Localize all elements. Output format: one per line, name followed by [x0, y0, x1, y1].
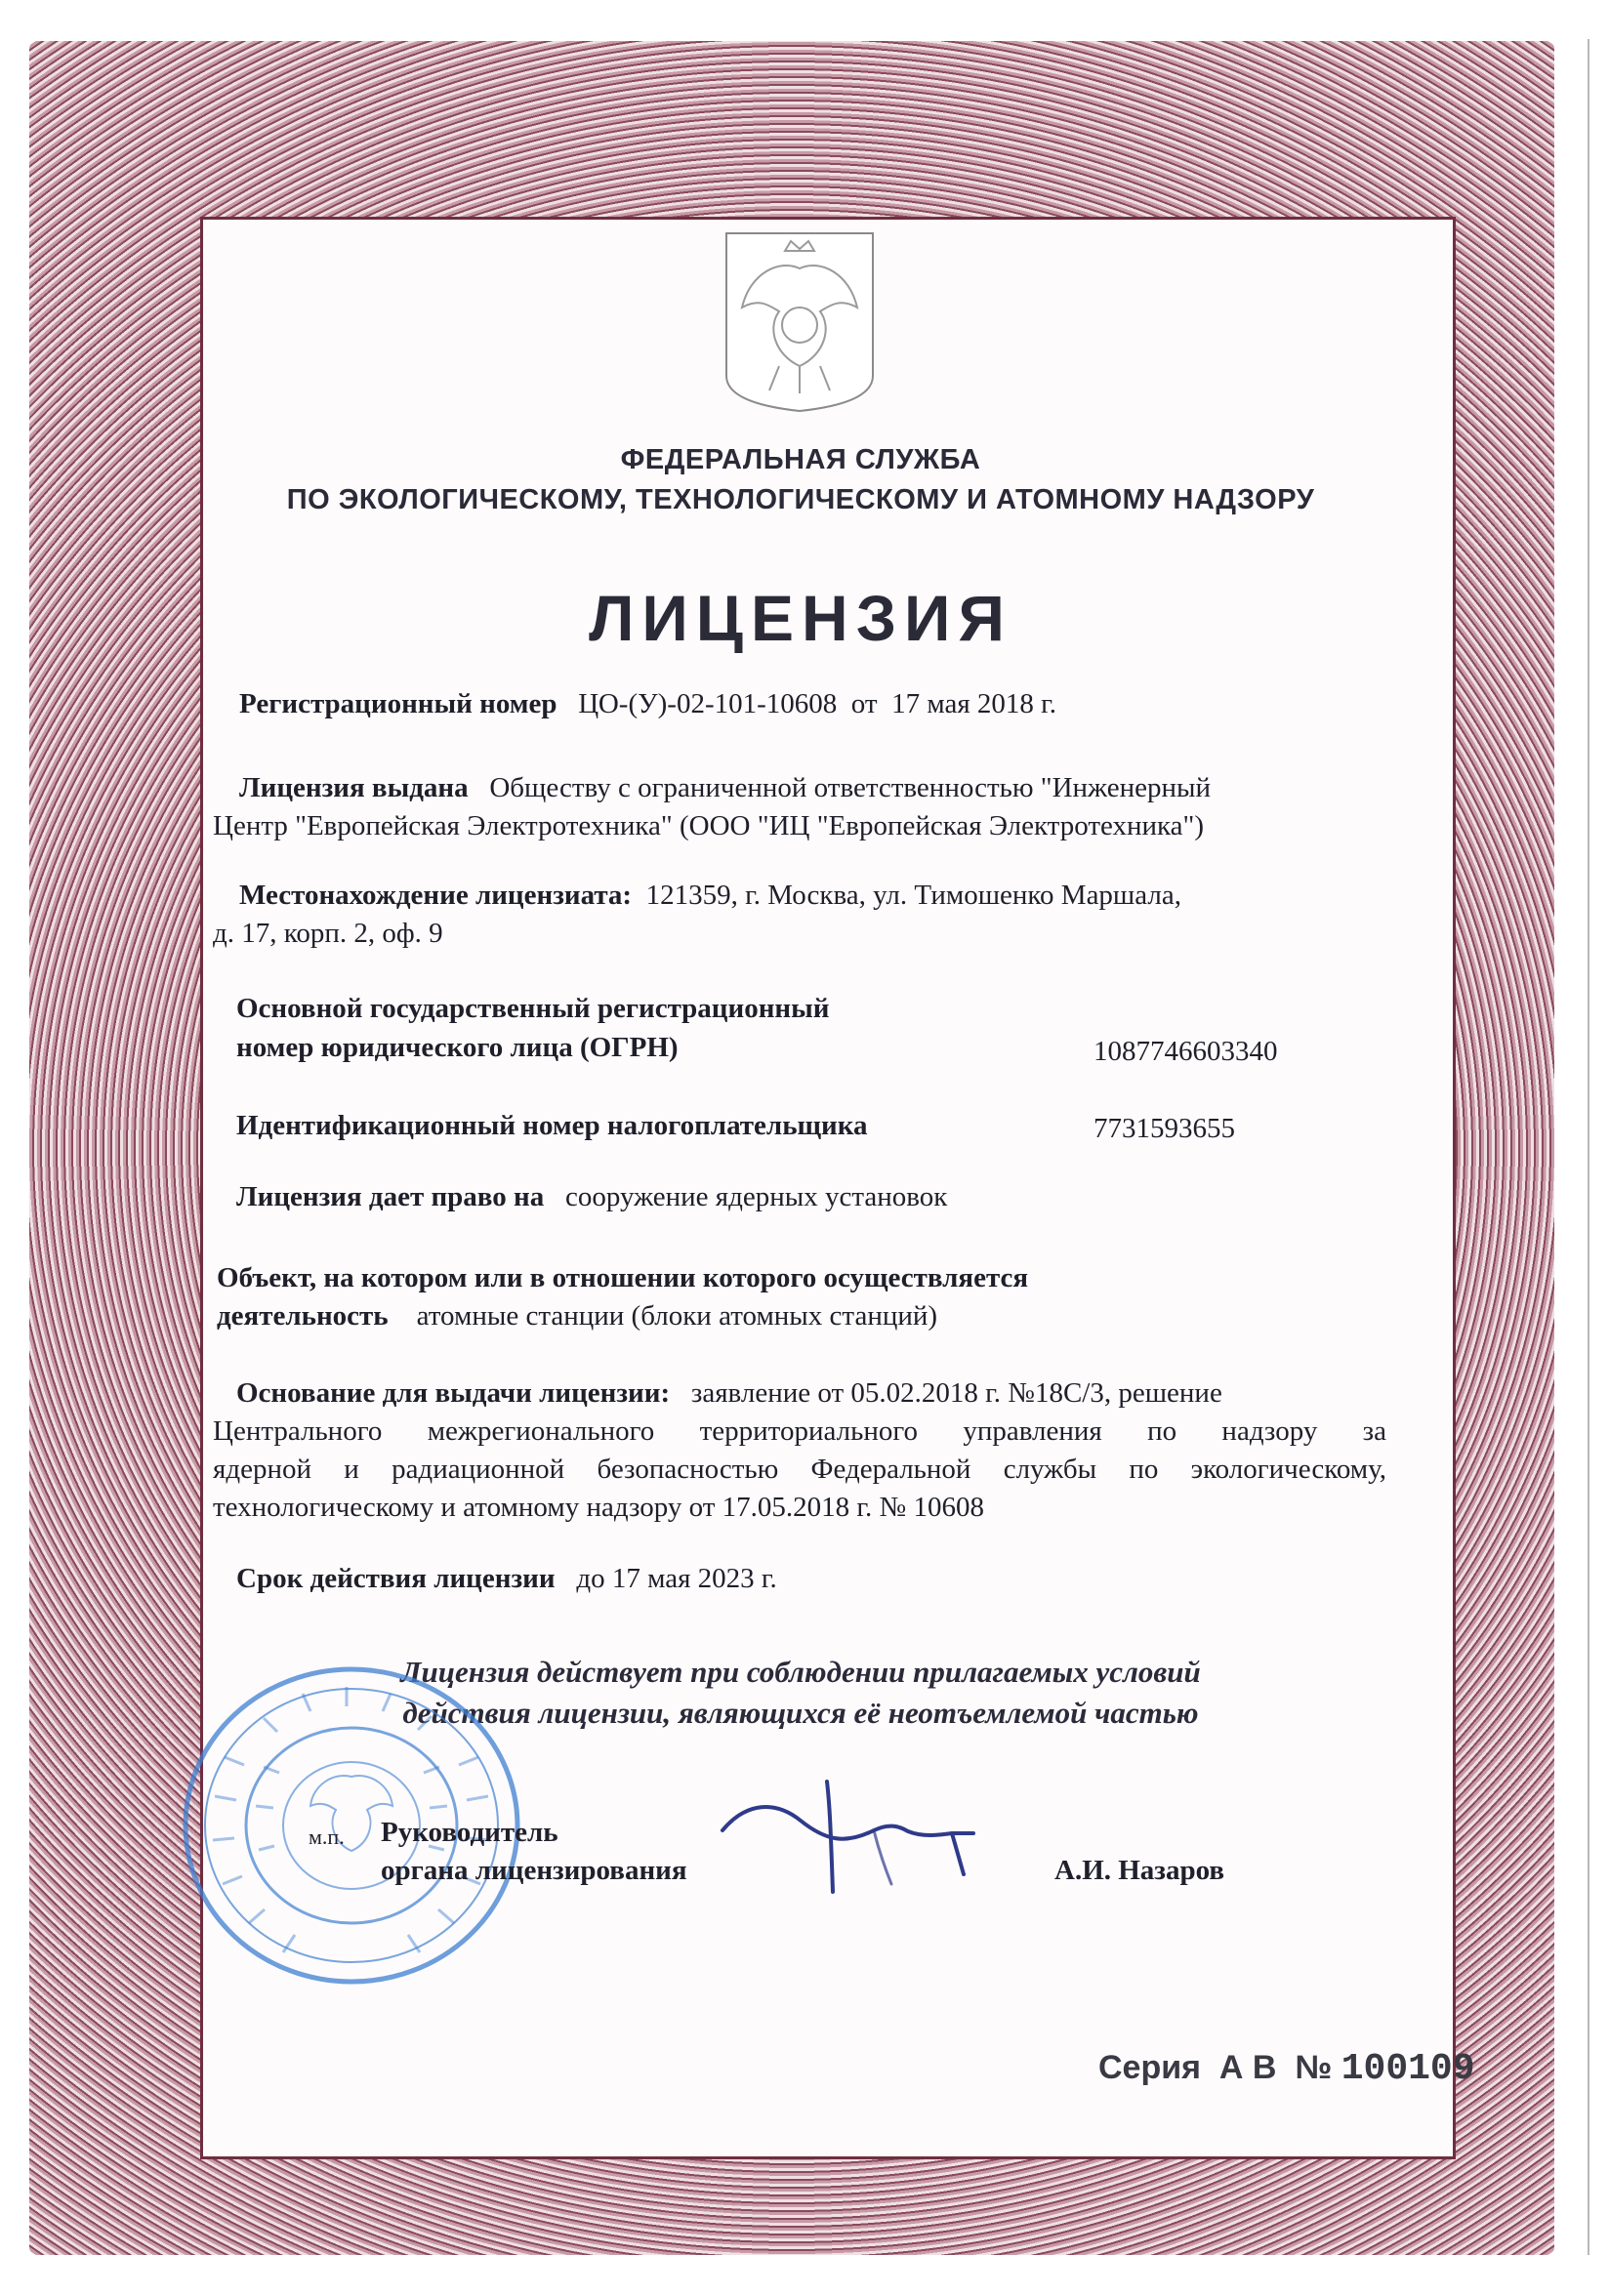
document-title: ЛИЦЕНЗИЯ: [589, 582, 1012, 654]
issued-to-value-2: Центр "Европейская Электротехника" (ООО "ИЦ "Европейская Электротехника"): [213, 810, 1205, 841]
series-no-sign: №: [1295, 2049, 1333, 2086]
series-label: Серия: [1098, 2049, 1201, 2086]
right-value: сооружение ядерных установок: [564, 1181, 948, 1212]
registration-date: 17 мая 2018 г.: [891, 688, 1057, 719]
series-number: [1098, 2048, 1475, 2090]
validity-row: [236, 1560, 1388, 1598]
basis-value-4: технологическому и атомному надзору от 17.05.2018 г. № 10608: [213, 1492, 984, 1523]
location-label: Местонахождение лицензиата:: [239, 880, 633, 911]
series-digits: 100109: [1341, 2048, 1475, 2090]
signatory-name: А.И. Назаров: [1054, 1855, 1225, 1886]
mp-label: м.п.: [309, 1824, 345, 1849]
right-row: [236, 1178, 1388, 1216]
ogrn-label-2: номер юридического лица (ОГРН): [236, 1032, 679, 1063]
agency-name-line1: ФЕДЕРАЛЬНАЯ СЛУЖБА: [620, 444, 981, 475]
inn-value: 7731593655: [1093, 1113, 1235, 1144]
location-value-2: д. 17, корп. 2, оф. 9: [213, 918, 443, 949]
registration-number: ЦО-(У)-02-101-10608: [578, 688, 838, 719]
object-label-1: Объект, на котором или в отношении которого осуществляется: [217, 1262, 1029, 1293]
basis-value-1: заявление от 05.02.2018 г. №18С/3, решение: [690, 1377, 1222, 1409]
basis-line1: [236, 1374, 1386, 1413]
ogrn-value: 1087746603340: [1093, 1036, 1278, 1067]
inn-label: Идентификационный номер налогоплательщика: [236, 1110, 868, 1141]
validity-label: Срок действия лицензии: [236, 1563, 556, 1594]
object-label-2: деятельность: [217, 1300, 389, 1332]
coat-of-arms-icon: [721, 229, 879, 415]
signatory-role-1: Руководитель: [381, 1817, 558, 1848]
registration-from: от: [850, 688, 878, 719]
basis-value-2: Центрального межрегионального территориального управления по надзору за: [213, 1415, 1386, 1447]
issued-to-line1: [239, 769, 1386, 807]
validity-value: до 17 мая 2023 г.: [576, 1563, 777, 1594]
registration-row: [239, 685, 1391, 723]
issued-to-value-1: Обществу с ограниченной ответственностью "Инженерный: [489, 772, 1211, 803]
object-value: атомные станции (блоки атомных станций): [416, 1300, 938, 1332]
conditions-line2: действия лицензии, являющихся её неотъемлемой частью: [402, 1696, 1199, 1730]
ogrn-label-1: Основной государственный регистрационный: [236, 993, 830, 1024]
location-line1: [239, 877, 1391, 915]
registration-label: Регистрационный номер: [239, 688, 557, 719]
right-label: Лицензия дает право на: [236, 1181, 545, 1212]
basis-value-3: ядерной и радиационной безопасностью Федеральной службы по экологическому,: [213, 1454, 1386, 1485]
location-value-1: 121359, г. Москва, ул. Тимошенко Маршала,: [645, 880, 1181, 911]
object-row-2: [217, 1297, 1369, 1335]
signatory-role-2: органа лицензирования: [381, 1855, 687, 1886]
scan-edge-line: [1588, 39, 1589, 2255]
conditions-line1: Лицензия действует при соблюдении прилагаемых условий: [400, 1655, 1201, 1689]
series-letters: А В: [1218, 2049, 1277, 2086]
basis-label: Основание для выдачи лицензии:: [236, 1377, 671, 1409]
issued-to-label: Лицензия выдана: [239, 772, 469, 803]
handwritten-signature: [718, 1777, 981, 1894]
agency-name-line2: ПО ЭКОЛОГИЧЕСКОМУ, ТЕХНОЛОГИЧЕСКОМУ И АТОМНОМУ НАДЗОРУ: [286, 484, 1315, 515]
